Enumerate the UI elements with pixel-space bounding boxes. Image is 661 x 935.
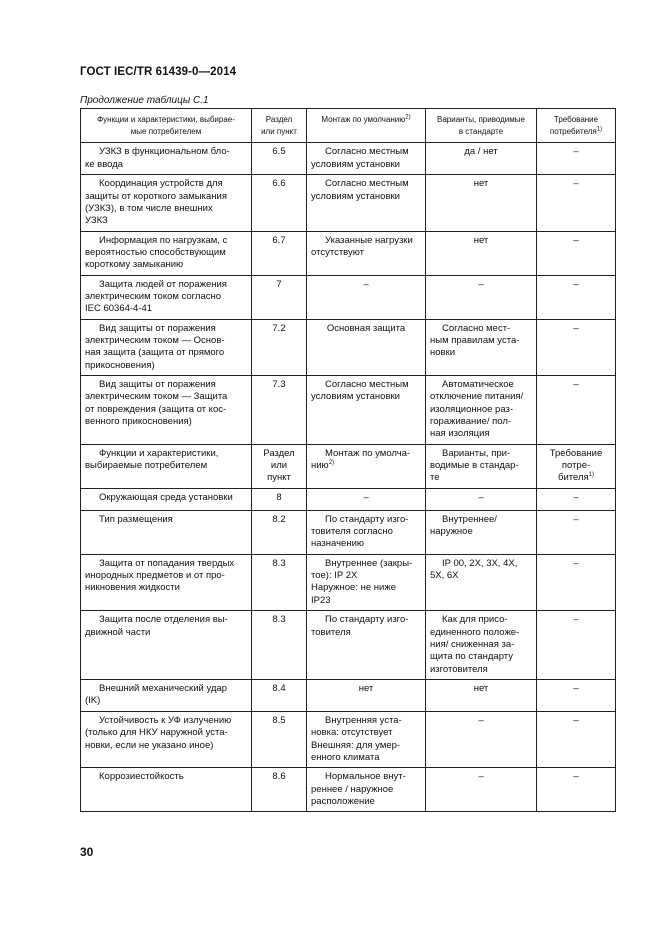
cell-section: 8.4 bbox=[252, 679, 307, 711]
footnote-ref: 2) bbox=[328, 459, 335, 466]
cell-section: 8.6 bbox=[252, 768, 307, 812]
table-row bbox=[81, 175, 616, 231]
column-header-function: Функции и характеристики, выбирае- мые потребителем bbox=[81, 109, 252, 143]
column-header-requirement: Требование потребителя$^{1)}$ bbox=[537, 109, 616, 143]
table-row bbox=[81, 319, 616, 375]
cell-default: Основная защита bbox=[307, 319, 426, 375]
cell-requirement: – bbox=[537, 143, 616, 175]
table-row bbox=[81, 510, 616, 554]
table-row bbox=[81, 611, 616, 680]
cell-requirement: – bbox=[537, 319, 616, 375]
cell-section: 6.5 bbox=[252, 143, 307, 175]
cell-function: Координация устройств для защиты от короткого замыкания (УЗКЗ), в том числе внешних УЗКЗ bbox=[81, 175, 252, 231]
cell-section: 7.2 bbox=[252, 319, 307, 375]
cell-requirement: – bbox=[537, 376, 616, 445]
cell-requirement: – bbox=[537, 711, 616, 767]
cell-section: 8.5 bbox=[252, 711, 307, 767]
footnote-ref: 2) bbox=[405, 114, 411, 121]
cell-function: Коррозиестойкость bbox=[81, 768, 252, 812]
cell-function: Тип размещения bbox=[81, 510, 252, 554]
column-header-section: Раздел или пункт bbox=[252, 109, 307, 143]
cell-requirement: – bbox=[537, 510, 616, 554]
table-subheader-row bbox=[81, 444, 616, 488]
table-row bbox=[81, 143, 616, 175]
cell-function: Окружающая среда установки bbox=[81, 488, 252, 510]
subheader-function: Функции и характеристики, выбираемые потребителем bbox=[81, 444, 252, 488]
cell-default: Согласно местным условиям установки bbox=[307, 143, 426, 175]
cell-function: Защита от попадания твердых инородных предметов и от про- никновения жидкости bbox=[81, 554, 252, 610]
cell-section: 7.3 bbox=[252, 376, 307, 445]
cell-function: Вид защиты от поражения электрическим током — Основ- ная защита (защита от прямого прикосновения) bbox=[81, 319, 252, 375]
subheader-variants: Варианты, при- водимые в стандар- те bbox=[426, 444, 537, 488]
cell-variants: IP 00, 2X, 3X, 4X, 5X, 6X bbox=[426, 554, 537, 610]
document-title: ГОСТ IEC/TR 61439-0—2014 bbox=[80, 66, 237, 78]
cell-function: УЗКЗ в функциональном бло- ке ввода bbox=[81, 143, 252, 175]
cell-function: Информация по нагрузкам, с вероятностью способствующим короткому замыканию bbox=[81, 231, 252, 275]
cell-variants: – bbox=[426, 488, 537, 510]
table-row bbox=[81, 231, 616, 275]
cell-default: – bbox=[307, 275, 426, 319]
cell-requirement: – bbox=[537, 679, 616, 711]
cell-requirement: – bbox=[537, 275, 616, 319]
table-row bbox=[81, 376, 616, 445]
cell-requirement: – bbox=[537, 175, 616, 231]
cell-default: нет bbox=[307, 679, 426, 711]
cell-variants: да / нет bbox=[426, 143, 537, 175]
cell-requirement: – bbox=[537, 231, 616, 275]
cell-variants: Как для присо- единенного положе- ния/ сниженная за- щита по стандарту изготовителя bbox=[426, 611, 537, 680]
cell-section: 6.7 bbox=[252, 231, 307, 275]
cell-section: 6.6 bbox=[252, 175, 307, 231]
cell-section: 8.3 bbox=[252, 554, 307, 610]
cell-section: 7 bbox=[252, 275, 307, 319]
cell-requirement: – bbox=[537, 768, 616, 812]
cell-requirement: – bbox=[537, 488, 616, 510]
cell-variants: – bbox=[426, 711, 537, 767]
cell-function: Защита после отделения вы- движной части bbox=[81, 611, 252, 680]
cell-default: По стандарту изго- товителя bbox=[307, 611, 426, 680]
cell-variants: нет bbox=[426, 231, 537, 275]
cell-variants: – bbox=[426, 275, 537, 319]
cell-section: 8.2 bbox=[252, 510, 307, 554]
table-row bbox=[81, 275, 616, 319]
cell-function: Внешний механический удар (IK) bbox=[81, 679, 252, 711]
cell-variants: Внутреннее/ наружное bbox=[426, 510, 537, 554]
cell-requirement: – bbox=[537, 554, 616, 610]
table-row bbox=[81, 679, 616, 711]
table-row bbox=[81, 488, 616, 510]
page-number: 30 bbox=[80, 845, 94, 859]
cell-default: – bbox=[307, 488, 426, 510]
cell-default: Внутреннее (закры- тое): IP 2X Наружное: не ниже IP23 bbox=[307, 554, 426, 610]
cell-function: Устойчивость к УФ излучению (только для НКУ наружной уста- новки, если не указано иное) bbox=[81, 711, 252, 767]
cell-default: Указанные нагрузки отсутствуют bbox=[307, 231, 426, 275]
cell-section: 8.3 bbox=[252, 611, 307, 680]
subheader-section: Раздел или пункт bbox=[252, 444, 307, 488]
cell-variants: – bbox=[426, 768, 537, 812]
column-header-default: Монтаж по умолчанию$^{2)}$ bbox=[307, 109, 426, 143]
cell-function: Вид защиты от поражения электрическим током — Защита от повреждения (защита от кос- венного прикосновения) bbox=[81, 376, 252, 445]
cell-section: 8 bbox=[252, 488, 307, 510]
table-row bbox=[81, 768, 616, 812]
table-row bbox=[81, 554, 616, 610]
table-header-row bbox=[81, 109, 616, 143]
cell-variants: нет bbox=[426, 679, 537, 711]
cell-requirement: – bbox=[537, 611, 616, 680]
column-header-variants: Варианты, приводимые в стандарте bbox=[426, 109, 537, 143]
table-row bbox=[81, 711, 616, 767]
spec-table bbox=[80, 108, 616, 812]
cell-default: По стандарту изго- товителя согласно назначению bbox=[307, 510, 426, 554]
cell-default: Нормальное внут- реннее / наружное расположение bbox=[307, 768, 426, 812]
cell-default: Согласно местным условиям установки bbox=[307, 376, 426, 445]
cell-function: Защита людей от поражения электрическим током согласно IEC 60364-4-41 bbox=[81, 275, 252, 319]
subheader-default: Монтаж по умолча- нию$^{2)}$ bbox=[307, 444, 426, 488]
cell-variants: Автоматическое отключение питания/ изоляционное раз- гораживание/ пол- ная изоляция bbox=[426, 376, 537, 445]
footnote-ref: 1) bbox=[596, 125, 603, 132]
cell-variants: нет bbox=[426, 175, 537, 231]
footnote-ref: 1) bbox=[588, 472, 594, 479]
table-caption: Продолжение таблицы С.1 bbox=[80, 95, 209, 106]
subheader-requirement: Требование потре- бителя$^{1)}$ bbox=[537, 444, 616, 488]
cell-variants: Согласно мест- ным правилам уста- новки bbox=[426, 319, 537, 375]
cell-default: Согласно местным условиям установки bbox=[307, 175, 426, 231]
cell-default: Внутренняя уста- новка: отсутствует Внешняя: для умер- енного климата bbox=[307, 711, 426, 767]
